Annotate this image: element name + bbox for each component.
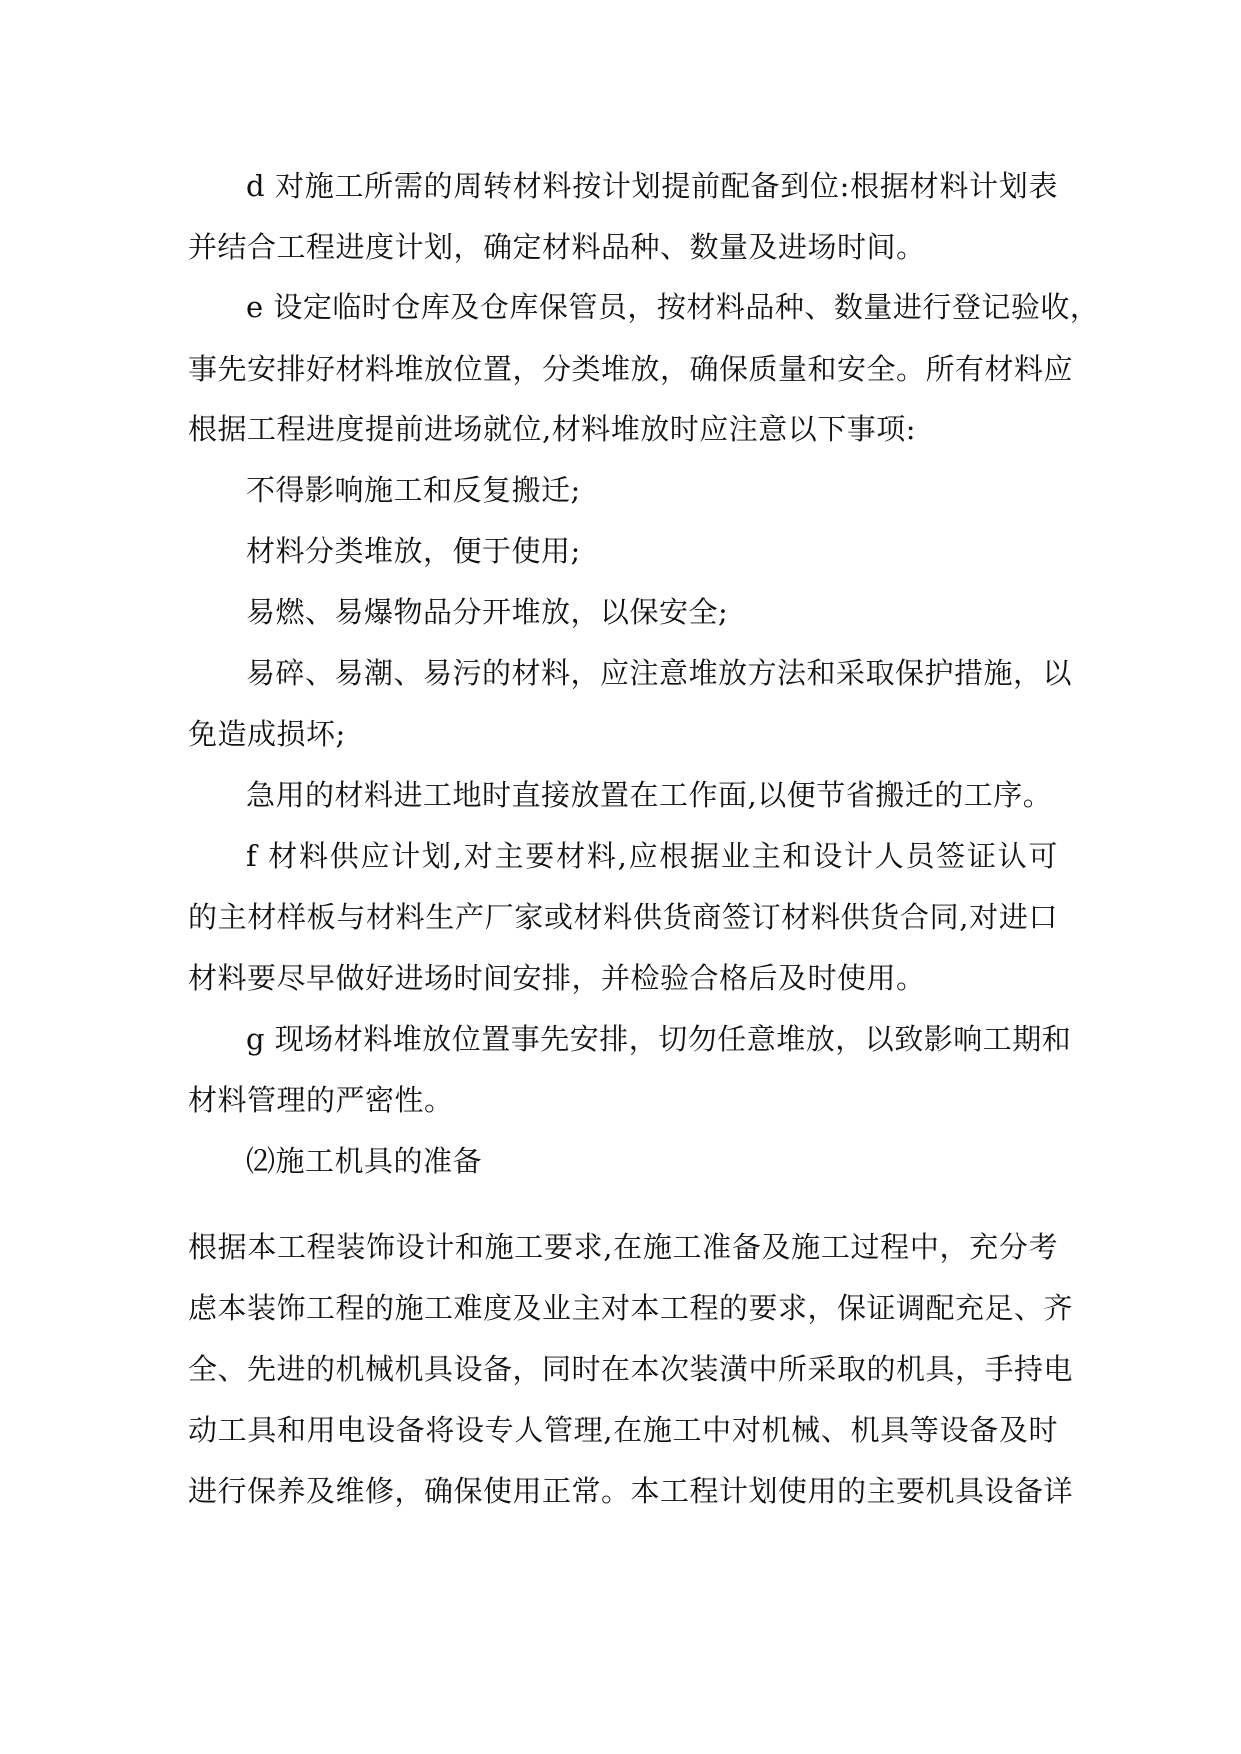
section-heading: ⑵施工机具的准备	[246, 1144, 483, 1178]
paragraph-line: 动工具和用电设备将设专人管理,在施工中对机械、机具等设备及时	[188, 1413, 1058, 1447]
paragraph-line: 材料管理的严密性。	[188, 1083, 454, 1117]
list-item-continuation: 免造成损坏;	[188, 717, 346, 751]
list-item: 材料分类堆放，便于使用;	[246, 534, 581, 568]
paragraph-line: d 对施工所需的周转材料按计划提前配备到位:根据材料计划表	[246, 169, 1058, 203]
paragraph-line: 的主材样板与材料生产厂家或材料供货商签订材料供货合同,对进口	[188, 900, 1058, 934]
list-item: 易燃、易爆物品分开堆放，以保安全;	[246, 595, 729, 629]
paragraph-line: 虑本装饰工程的施工难度及业主对本工程的要求，保证调配充足、齐	[188, 1291, 1074, 1325]
paragraph-line: 进行保养及维修，确保使用正常。本工程计划使用的主要机具设备详	[188, 1474, 1074, 1508]
paragraph-line: e 设定临时仓库及仓库保管员，按材料品种、数量进行登记验收，	[246, 290, 1100, 324]
paragraph-line: 全、先进的机械机具设备，同时在本次装潢中所采取的机具，手持电	[188, 1352, 1074, 1386]
paragraph-line: f 材料供应计划,对主要材料,应根据业主和设计人员签证认可	[246, 839, 1058, 873]
list-item: 急用的材料进工地时直接放置在工作面,以便节省搬迁的工序。	[246, 778, 1053, 812]
paragraph-line: 并结合工程进度计划，确定材料品种、数量及进场时间。	[188, 230, 926, 264]
paragraph-line: g 现场材料堆放位置事先安排，切勿任意堆放，以致影响工期和	[246, 1022, 1072, 1056]
list-item: 易碎、易潮、易污的材料，应注意堆放方法和采取保护措施，以	[246, 656, 1073, 690]
paragraph-line: 材料要尽早做好进场时间安排，并检验合格后及时使用。	[188, 961, 926, 995]
paragraph-line: 根据工程进度提前进场就位,材料堆放时应注意以下事项:	[188, 412, 916, 446]
paragraph-line: 事先安排好材料堆放位置，分类堆放，确保质量和安全。所有材料应	[188, 352, 1074, 386]
paragraph-line: 根据本工程装饰设计和施工要求,在施工准备及施工过程中，充分考	[188, 1230, 1058, 1264]
list-item: 不得影响施工和反复搬迁;	[246, 473, 581, 507]
